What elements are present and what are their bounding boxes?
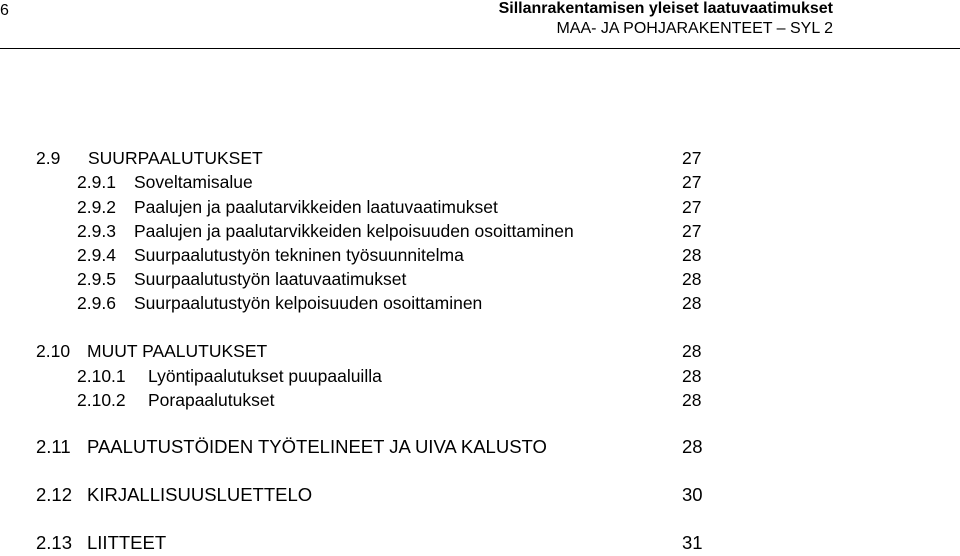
toc-entry-page: 31 [682, 532, 703, 553]
toc-entry-number: 2.11 [36, 436, 71, 457]
toc-entry-page: 28 [682, 390, 702, 410]
toc-entry-page: 27 [682, 197, 702, 217]
toc-entry-title: Soveltamisalue [134, 172, 253, 192]
toc-entry-title: KIRJALLISUUSLUETTELO [87, 484, 313, 505]
toc-entry-page: 28 [682, 436, 703, 457]
toc-entry-title: SUURPAALUTUKSET [88, 148, 263, 168]
toc-entry[interactable] [0, 221, 720, 245]
toc-entry-title: LIITTEET [87, 532, 167, 553]
toc-entry-page: 27 [682, 221, 702, 241]
toc-entry-number: 2.9.5 [77, 269, 116, 289]
toc-entry-title: Paalujen ja paalutarvikkeiden kelpoisuuden osoittaminen [134, 221, 574, 241]
toc-entry-number: 2.12 [36, 484, 73, 505]
toc-entry[interactable] [0, 172, 720, 196]
toc-entry-number: 2.10 [36, 341, 71, 361]
toc-entry-page: 28 [682, 293, 702, 313]
toc-entry-number: 2.9.6 [77, 293, 116, 313]
toc-entry[interactable] [0, 197, 720, 221]
toc-entry[interactable] [0, 436, 720, 460]
toc-entry-page: 28 [682, 269, 702, 289]
toc-entry-number: 2.9.2 [77, 197, 116, 217]
toc-entry[interactable] [0, 366, 720, 390]
toc-entry-title: Suurpaalutustyön kelpoisuuden osoittaminen [134, 293, 483, 313]
toc-entry-page: 28 [682, 341, 702, 361]
toc-entry-title: Paalujen ja paalutarvikkeiden laatuvaatimukset [134, 197, 498, 217]
toc-entry-title: MUUT PAALUTUKSET [87, 341, 268, 361]
document-subtitle: MAA- JA POHJARAKENTEET – SYL 2 [556, 20, 833, 37]
toc-entry-page: 28 [682, 245, 702, 265]
toc-entry-page: 30 [682, 484, 703, 505]
toc-entry-number: 2.9.3 [77, 221, 116, 241]
toc-entry[interactable] [0, 269, 720, 293]
toc-entry-number: 2.9.1 [77, 172, 116, 192]
toc-entry[interactable] [0, 293, 720, 317]
document-title: Sillanrakentamisen yleiset laatuvaatimukset [498, 0, 833, 17]
toc-entry-number: 2.13 [36, 532, 73, 553]
toc-entry[interactable] [0, 390, 720, 414]
page-number: 6 [0, 2, 9, 19]
toc-entry-page: 27 [682, 172, 702, 192]
toc-entry-number: 2.9 [36, 148, 61, 168]
toc-entry-title: Suurpaalutustyön tekninen työsuunnitelma [134, 245, 464, 265]
toc-entry-title: PAALUTUSTÖIDEN TYÖTELINEET JA UIVA KALUSTO [87, 436, 547, 457]
toc-entry[interactable] [0, 341, 720, 365]
toc-entry[interactable] [0, 148, 720, 172]
toc-entry-number: 2.10.1 [77, 366, 126, 386]
toc-entry-number: 2.10.2 [77, 390, 126, 410]
toc-entry-title: Lyöntipaalutukset puupaaluilla [148, 366, 382, 386]
toc-entry-title: Suurpaalutustyön laatuvaatimukset [134, 269, 407, 289]
toc-entry[interactable] [0, 484, 720, 508]
toc-entry-page: 27 [682, 148, 702, 168]
toc-entry[interactable] [0, 532, 720, 556]
toc-entry-number: 2.9.4 [77, 245, 116, 265]
toc-entry[interactable] [0, 245, 720, 269]
toc-entry-page: 28 [682, 366, 702, 386]
toc-entry-title: Porapaalutukset [148, 390, 275, 410]
